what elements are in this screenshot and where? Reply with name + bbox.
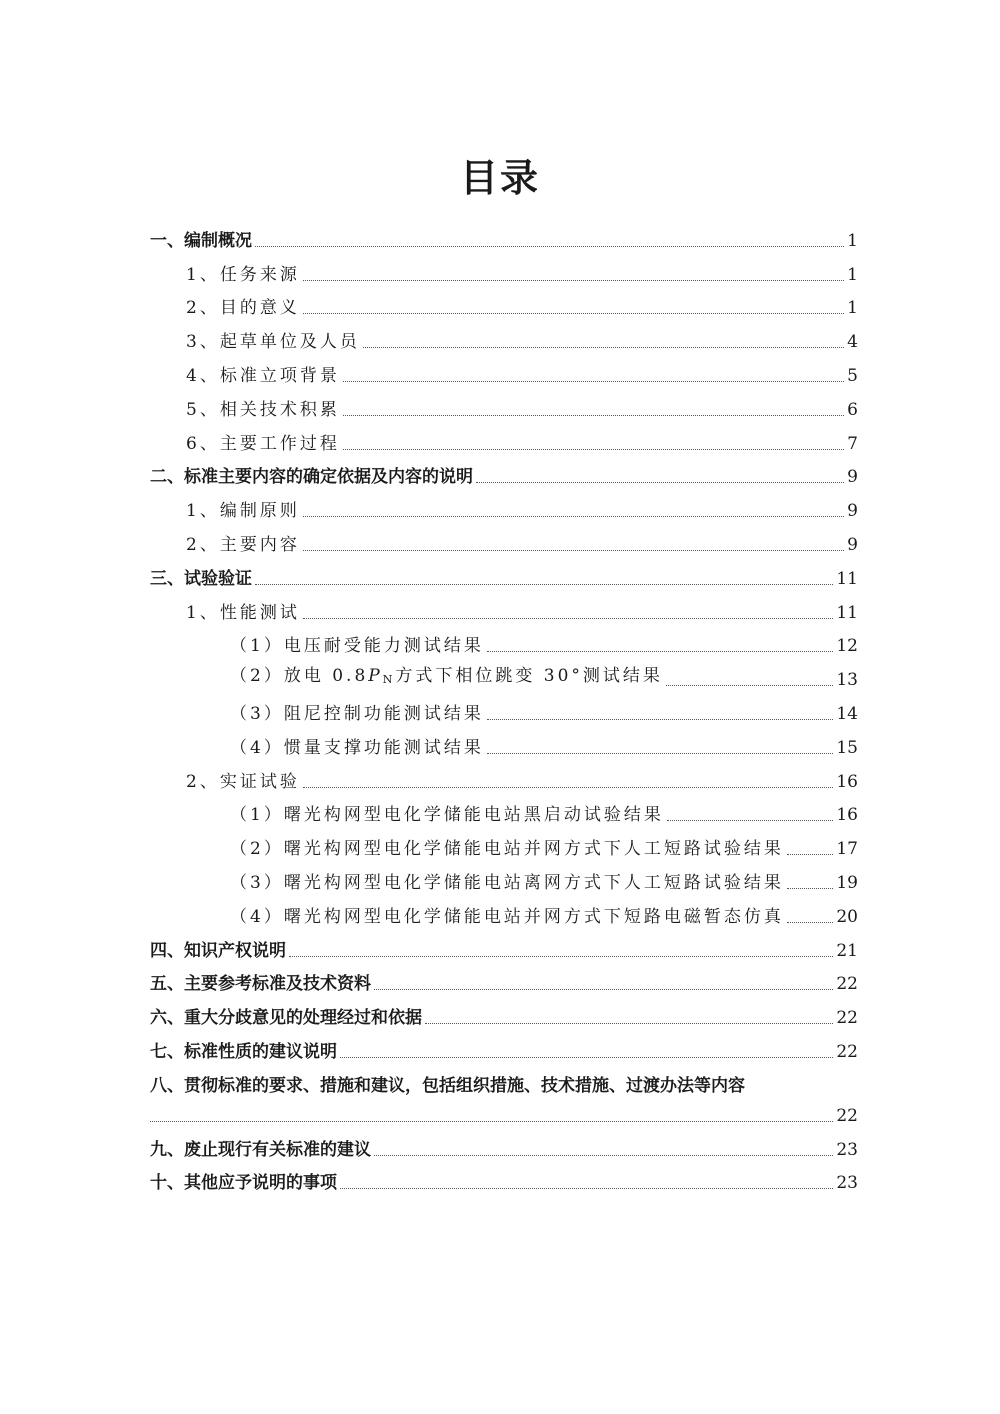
toc-entry[interactable] — [150, 591, 858, 625]
toc-page-number: 1 — [847, 230, 858, 251]
toc-page-number: 9 — [847, 534, 858, 555]
toc-entry-label: 二、标准主要内容的确定依据及内容的说明 — [150, 467, 473, 488]
toc-entry[interactable] — [150, 895, 858, 929]
toc-page-number: 22 — [836, 974, 858, 995]
toc-entry-label: 九、废止现行有关标准的建议 — [150, 1139, 371, 1160]
toc-entry-label: 3、起草单位及人员 — [186, 332, 360, 353]
toc-entry[interactable] — [150, 1030, 858, 1064]
power-subscript: N — [382, 673, 396, 687]
dot-leader — [363, 347, 844, 348]
dot-leader — [340, 1057, 833, 1058]
toc-entry-label: （4）惯量支撑功能测试结果 — [230, 737, 484, 758]
power-symbol: P — [368, 666, 383, 687]
toc-entry-label: （2）曙光构网型电化学储能电站并网方式下人工短路试验结果 — [230, 839, 784, 860]
toc-page-number: 1 — [847, 264, 858, 285]
dot-leader — [343, 381, 844, 382]
dot-leader — [303, 618, 834, 619]
dot-leader — [150, 1121, 833, 1122]
page-title: 目录 — [459, 156, 540, 200]
dot-leader — [303, 313, 844, 314]
toc-label-prefix: （2）放电 0.8 — [230, 666, 369, 687]
toc-page-number: 6 — [847, 399, 858, 420]
dot-leader — [303, 516, 844, 517]
toc-entry[interactable] — [150, 827, 858, 861]
toc-entry[interactable] — [150, 287, 858, 321]
toc-entry-label: 1、性能测试 — [186, 602, 300, 623]
dot-leader — [343, 449, 844, 450]
toc-entry-label: （3）阻尼控制功能测试结果 — [230, 703, 484, 724]
toc-entry[interactable] — [150, 692, 858, 726]
toc-entry[interactable] — [150, 388, 858, 422]
toc-entry-label: （1）电压耐受能力测试结果 — [230, 636, 484, 657]
dot-leader — [303, 550, 844, 551]
dot-leader — [255, 246, 844, 247]
toc-page-number: 21 — [836, 940, 858, 961]
toc-page-number: 19 — [836, 872, 858, 893]
toc-entry-label: 八、贯彻标准的要求、措施和建议，包括组织措施、技术措施、过渡办法等内容 — [150, 1075, 745, 1096]
dot-leader — [289, 956, 833, 957]
toc-page-number: 14 — [836, 703, 858, 724]
toc-entry-label: 十、其他应予说明的事项 — [150, 1173, 337, 1194]
toc-page-number: 11 — [836, 602, 858, 623]
toc-entry-label: 4、标准立项背景 — [186, 365, 340, 386]
dot-leader — [487, 753, 834, 754]
toc-page-number: 4 — [847, 332, 858, 353]
toc-entry-label: 一、编制概况 — [150, 230, 252, 251]
toc-page-number: 22 — [836, 1008, 858, 1029]
toc-entry-label: 1、编制原则 — [186, 501, 300, 522]
toc-entry[interactable] — [150, 1064, 858, 1098]
toc-entry-label: 六、重大分歧意见的处理经过和依据 — [150, 1008, 422, 1029]
toc-entry[interactable] — [150, 523, 858, 557]
toc-entry[interactable] — [150, 557, 858, 591]
toc-entry-label: 1、任务来源 — [186, 264, 300, 285]
toc-page-number: 13 — [836, 670, 858, 691]
toc-page-number: 11 — [836, 568, 858, 589]
table-of-contents — [150, 219, 858, 1195]
toc-entry[interactable] — [150, 422, 858, 456]
toc-page-number: 22 — [836, 1105, 858, 1126]
toc-entry-continuation[interactable] — [150, 1098, 858, 1128]
toc-entry[interactable] — [150, 929, 858, 963]
toc-entry-label: 6、主要工作过程 — [186, 433, 340, 454]
dot-leader — [303, 787, 834, 788]
toc-entry-label: （3）曙光构网型电化学储能电站离网方式下人工短路试验结果 — [230, 872, 784, 893]
toc-page-number: 1 — [847, 298, 858, 319]
toc-page-number: 15 — [836, 737, 858, 758]
toc-entry-label: （1）曙光构网型电化学储能电站黑启动试验结果 — [230, 805, 664, 826]
toc-entry-label: 5、相关技术积累 — [186, 399, 340, 420]
toc-entry[interactable] — [150, 354, 858, 388]
toc-entry[interactable] — [150, 320, 858, 354]
toc-page-number: 23 — [836, 1139, 858, 1160]
toc-entry[interactable] — [150, 963, 858, 997]
dot-leader — [666, 685, 833, 686]
toc-page-number: 23 — [836, 1173, 858, 1194]
toc-entry-label: 2、目的意义 — [186, 298, 300, 319]
toc-entry[interactable] — [150, 253, 858, 287]
dot-leader — [487, 719, 834, 720]
toc-entry[interactable] — [150, 861, 858, 895]
toc-entry-label: 2、主要内容 — [186, 534, 300, 555]
toc-page-number: 12 — [836, 636, 858, 657]
dot-leader — [787, 854, 834, 855]
toc-entry[interactable] — [150, 1128, 858, 1162]
toc-entry-label: 四、知识产权说明 — [150, 940, 286, 961]
toc-entry[interactable] — [150, 996, 858, 1030]
toc-page-number: 7 — [847, 433, 858, 454]
toc-page-number: 9 — [847, 467, 858, 488]
dot-leader — [425, 1023, 833, 1024]
toc-page-number: 16 — [836, 771, 858, 792]
toc-entry[interactable] — [150, 794, 858, 828]
dot-leader — [374, 989, 833, 990]
toc-entry-label: 三、试验验证 — [150, 568, 252, 589]
toc-page-number: 16 — [836, 805, 858, 826]
dot-leader — [476, 482, 844, 483]
dot-leader — [787, 922, 834, 923]
toc-page-number: 5 — [847, 365, 858, 386]
toc-label-suffix: 方式下相位跳变 30°测试结果 — [395, 666, 663, 687]
toc-entry[interactable] — [150, 658, 858, 692]
toc-page-number: 22 — [836, 1041, 858, 1062]
dot-leader — [374, 1155, 833, 1156]
toc-entry[interactable] — [150, 625, 858, 659]
toc-page-number: 17 — [836, 839, 858, 860]
dot-leader — [340, 1188, 833, 1189]
toc-entry[interactable] — [150, 1162, 858, 1196]
toc-entry[interactable] — [150, 760, 858, 794]
dot-leader — [255, 584, 833, 585]
toc-entry-label: 五、主要参考标准及技术资料 — [150, 974, 371, 995]
dot-leader — [487, 651, 834, 652]
toc-entry-label: （4）曙光构网型电化学储能电站并网方式下短路电磁暂态仿真 — [230, 906, 784, 927]
dot-leader — [303, 280, 844, 281]
toc-entry[interactable] — [150, 726, 858, 760]
dot-leader — [787, 888, 834, 889]
dot-leader — [343, 415, 844, 416]
toc-entry-label: 2、实证试验 — [186, 771, 300, 792]
toc-entry[interactable] — [150, 489, 858, 523]
toc-entry-label: 七、标准性质的建议说明 — [150, 1041, 337, 1062]
toc-page-number: 9 — [847, 501, 858, 522]
dot-leader — [667, 820, 834, 821]
toc-entry-label — [230, 664, 663, 692]
toc-entry[interactable] — [150, 219, 858, 253]
toc-page-number: 20 — [836, 906, 858, 927]
toc-entry[interactable] — [150, 456, 858, 490]
